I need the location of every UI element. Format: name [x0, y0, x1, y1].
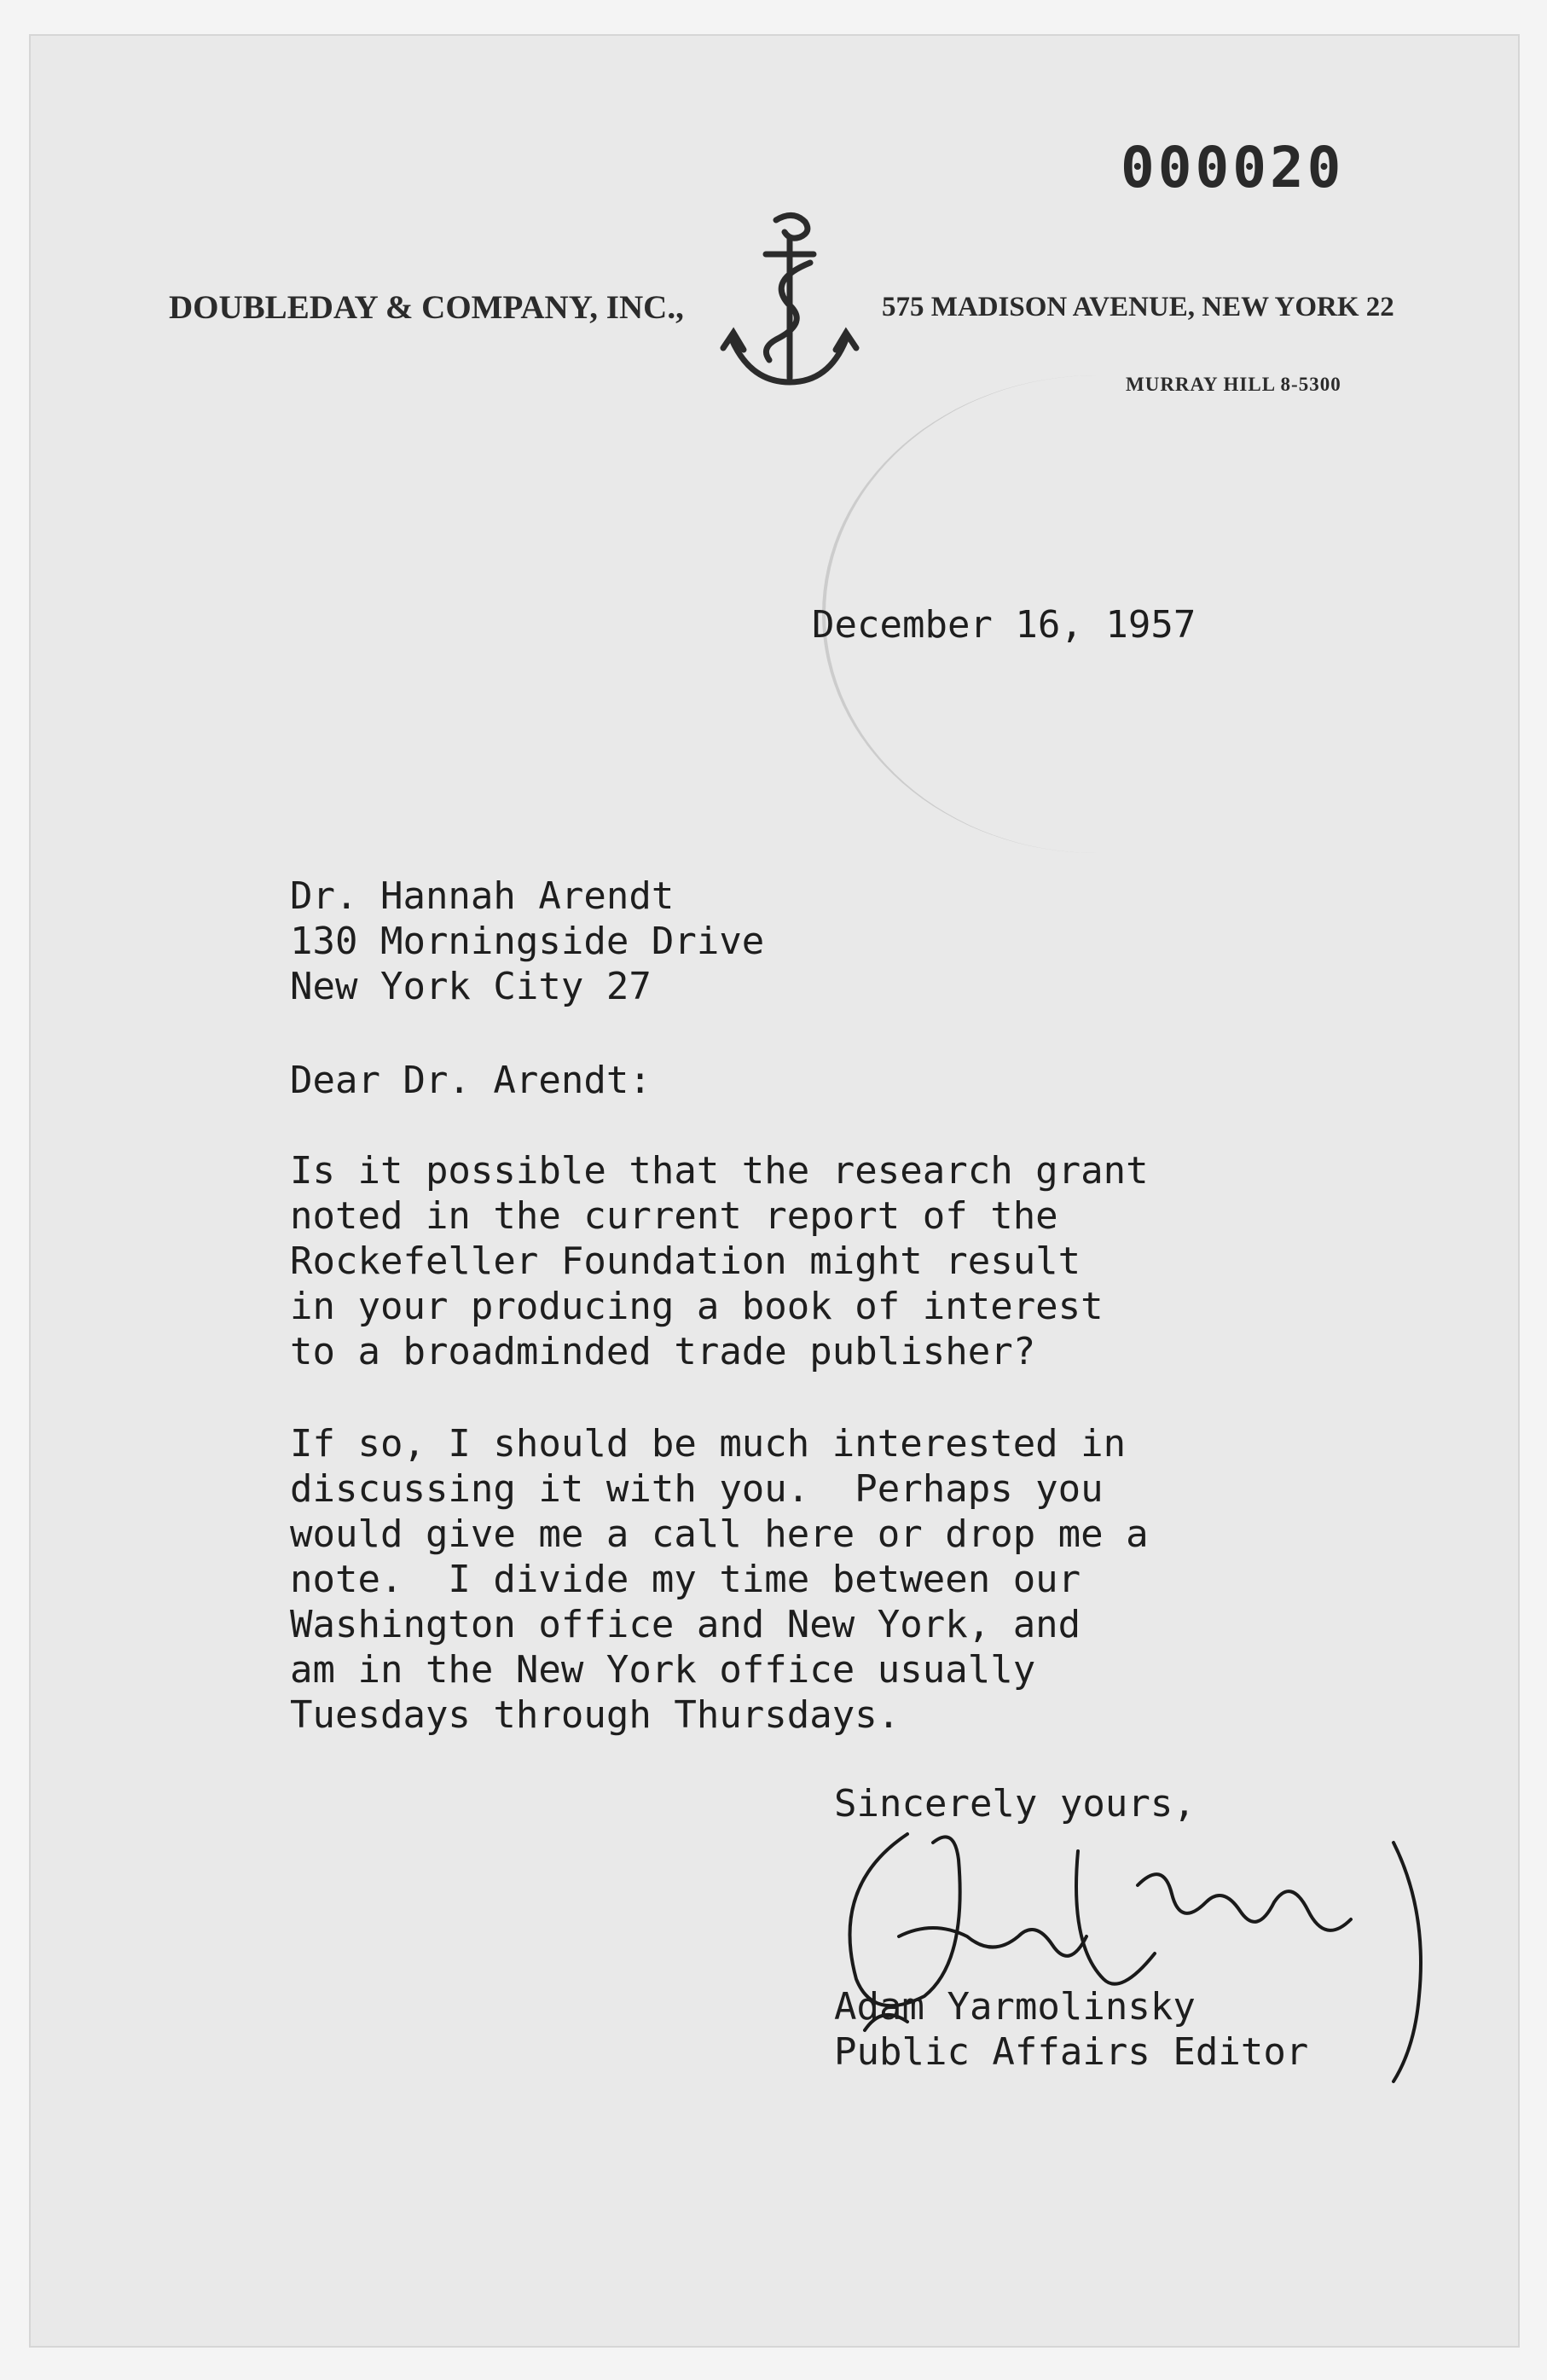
- letterhead-phone: MURRAY HILL 8-5300: [1126, 374, 1341, 395]
- body-paragraph-2: If so, I should be much interested in discussing it with you. Perhaps you would give me a call here or drop me a note. I divide my time between our Washington office and New York, and am in the New York office usually Tuesdays through Thursdays.: [290, 1422, 1149, 1737]
- recipient-line-3: New York City 27: [290, 965, 652, 1008]
- recipient-line-2: 130 Morningside Drive: [290, 920, 765, 963]
- body-paragraph-1: Is it possible that the research grant noted in the current report of the Rockefeller Foundation might result in your producing a book of interest to a broadminded trade publisher?: [290, 1149, 1149, 1373]
- recipient-line-1: Dr. Hannah Arendt: [290, 874, 675, 918]
- recipient-address: [290, 874, 764, 1009]
- letter-sheet: [29, 34, 1520, 2348]
- serial-number: 000020: [1121, 135, 1345, 200]
- anchor-dolphin-icon: [716, 203, 861, 399]
- closing: Sincerely yours,: [834, 1782, 1196, 1826]
- signatory-name: Adam Yarmolinsky: [834, 1985, 1196, 2029]
- salutation: Dear Dr. Arendt:: [290, 1059, 652, 1102]
- signatory-title: Public Affairs Editor: [834, 2030, 1309, 2074]
- letter-date: December 16, 1957: [812, 603, 1196, 647]
- letterhead-company: DOUBLEDAY & COMPANY, INC.,: [169, 289, 684, 326]
- letterhead-address: 575 MADISON AVENUE, NEW YORK 22: [882, 292, 1394, 322]
